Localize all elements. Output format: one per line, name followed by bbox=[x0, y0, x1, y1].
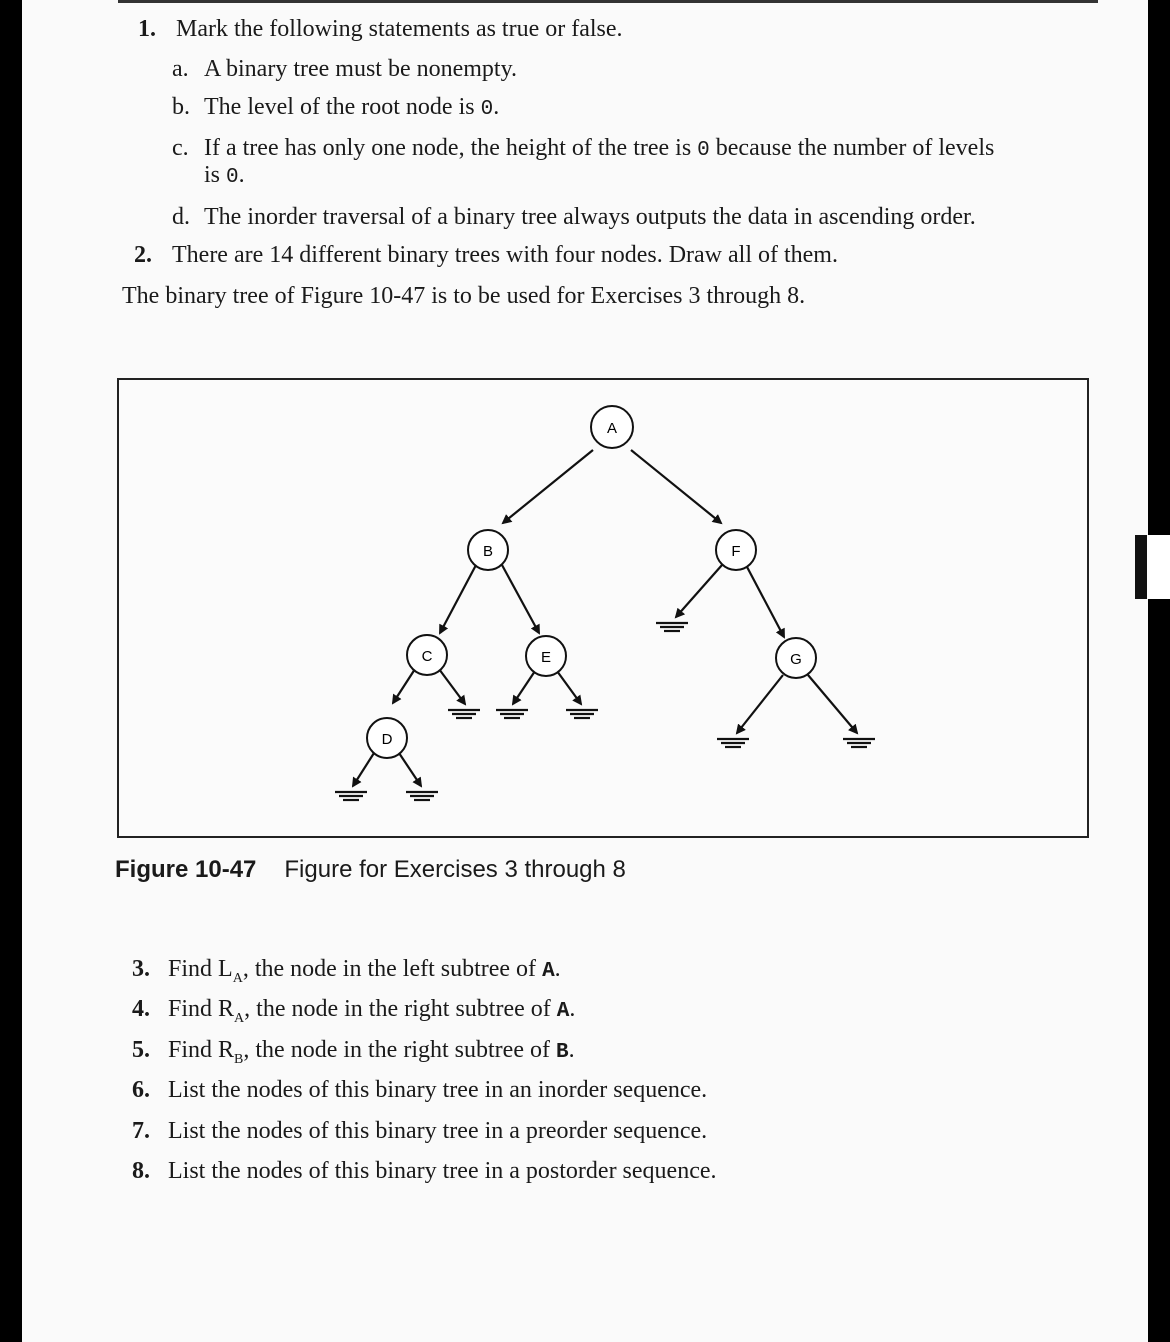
exercise-7 bbox=[132, 1116, 707, 1146]
item-letter: d. bbox=[172, 204, 190, 230]
item-text-end: . bbox=[493, 94, 500, 120]
exercise-number: 6. bbox=[132, 1077, 150, 1103]
exercise-text: Find R bbox=[168, 1037, 235, 1063]
exercise-number: 5. bbox=[132, 1037, 150, 1063]
edge-f-g bbox=[746, 565, 784, 637]
figure-caption-text: Figure for Exercises 3 through 8 bbox=[284, 856, 626, 883]
exercise-2 bbox=[134, 240, 838, 270]
edge-e-left-null bbox=[513, 671, 535, 704]
exercise-1d bbox=[172, 202, 976, 232]
tree-node-f bbox=[716, 530, 756, 570]
item-text: If a tree has only one node, the height of the tree is bbox=[204, 135, 698, 161]
edge-f-null bbox=[676, 565, 722, 617]
item-text-end: because the number of levels bbox=[709, 135, 995, 161]
edge-a-f bbox=[631, 450, 721, 523]
null-f-left bbox=[656, 623, 688, 631]
node-label: C bbox=[421, 648, 433, 665]
figure-intro: The binary tree of Figure 10-47 is to be used for Exercises 3 through 8. bbox=[122, 283, 806, 309]
item-text: is bbox=[204, 162, 227, 188]
item-text-end: . bbox=[238, 162, 245, 188]
tree-node-a bbox=[591, 406, 633, 448]
top-rule bbox=[118, 0, 1098, 3]
code-value: 0 bbox=[226, 166, 239, 189]
exercise-text: List the nodes of this binary tree in a preorder sequence. bbox=[168, 1118, 708, 1144]
item-text: The inorder traversal of a binary tree always outputs the data in ascending order. bbox=[204, 204, 976, 230]
node-label: F bbox=[731, 543, 741, 560]
item-letter: b. bbox=[172, 94, 190, 120]
edge-c-null bbox=[439, 669, 465, 704]
exercise-4 bbox=[132, 994, 575, 1034]
node-label: E bbox=[540, 649, 552, 666]
exercise-number: 8. bbox=[132, 1158, 150, 1184]
node-label: A bbox=[606, 420, 618, 437]
exercise-text-end: . bbox=[568, 1037, 575, 1063]
binary-tree-diagram bbox=[119, 380, 1087, 836]
exercise-number: 3. bbox=[132, 956, 150, 982]
null-d-right bbox=[406, 792, 438, 800]
exercise-1a bbox=[172, 54, 517, 84]
code-value: A bbox=[556, 1000, 570, 1023]
null-e-left bbox=[496, 710, 528, 718]
null-g-left bbox=[717, 739, 749, 747]
tree-node-e bbox=[526, 636, 566, 676]
edge-b-e bbox=[502, 565, 539, 633]
exercise-8 bbox=[132, 1156, 717, 1186]
figure-label: Figure 10-47 bbox=[115, 856, 257, 883]
edge-g-right-null bbox=[808, 675, 857, 733]
exercise-1b bbox=[172, 92, 499, 125]
exercise-1c bbox=[172, 133, 994, 166]
null-d-left bbox=[335, 792, 367, 800]
node-label: D bbox=[381, 731, 393, 748]
edge-d-right-null bbox=[399, 753, 421, 786]
tree-node-d bbox=[367, 718, 407, 758]
item-letter: c. bbox=[172, 135, 189, 161]
exercise-text: , the node in the left subtree of bbox=[242, 956, 543, 982]
exercise-5 bbox=[132, 1035, 575, 1075]
tree-node-b bbox=[468, 530, 508, 570]
exercise-text: List the nodes of this binary tree in a postorder sequence. bbox=[168, 1158, 717, 1184]
code-value: 0 bbox=[480, 98, 494, 121]
exercise-text: , the node in the right subtree of bbox=[244, 996, 557, 1022]
null-e-right bbox=[566, 710, 598, 718]
exercise-text: Mark the following statements as true or false. bbox=[176, 16, 623, 42]
subscript: A bbox=[234, 1010, 245, 1026]
node-label: B bbox=[482, 543, 494, 560]
figure-box bbox=[117, 378, 1089, 838]
item-letter: a. bbox=[172, 56, 189, 82]
exercise-text-end: . bbox=[569, 996, 576, 1022]
tree-node-c bbox=[407, 635, 447, 675]
subscript: B bbox=[234, 1051, 244, 1067]
tree-node-g bbox=[776, 638, 816, 678]
edge-e-right-null bbox=[557, 671, 581, 704]
exercise-3 bbox=[132, 954, 561, 994]
edge-g-left-null bbox=[737, 675, 783, 733]
null-c-right bbox=[448, 710, 480, 718]
null-g-right bbox=[843, 739, 875, 747]
exercise-text: , the node in the right subtree of bbox=[243, 1037, 556, 1063]
exercise-number: 4. bbox=[132, 996, 150, 1022]
exercise-1c-line2 bbox=[204, 160, 245, 193]
exercise-1 bbox=[138, 14, 623, 44]
code-value: B bbox=[555, 1041, 569, 1064]
exercise-number: 1. bbox=[138, 16, 156, 42]
edge-d-left-null bbox=[353, 753, 374, 786]
code-value: A bbox=[542, 960, 555, 983]
subscript: A bbox=[232, 970, 243, 986]
code-value: 0 bbox=[697, 139, 710, 162]
page-tab-marker-inner bbox=[1135, 535, 1147, 599]
exercise-text-end: . bbox=[554, 956, 561, 982]
exercise-6 bbox=[132, 1075, 707, 1105]
exercise-text: Find R bbox=[168, 996, 235, 1022]
exercise-text: List the nodes of this binary tree in an inorder sequence. bbox=[168, 1077, 708, 1103]
exercise-number: 2. bbox=[134, 242, 152, 268]
node-label: G bbox=[790, 651, 802, 668]
exercise-text: Find L bbox=[168, 956, 233, 982]
figure-caption bbox=[115, 856, 626, 884]
item-text: The level of the root node is bbox=[204, 94, 481, 120]
exercise-number: 7. bbox=[132, 1118, 150, 1144]
edge-b-c bbox=[440, 565, 476, 633]
edge-c-d bbox=[393, 669, 415, 703]
edge-a-b bbox=[503, 450, 593, 523]
exercise-text: There are 14 different binary trees with four nodes. Draw all of them. bbox=[172, 242, 838, 268]
item-text: A binary tree must be nonempty. bbox=[204, 56, 518, 82]
